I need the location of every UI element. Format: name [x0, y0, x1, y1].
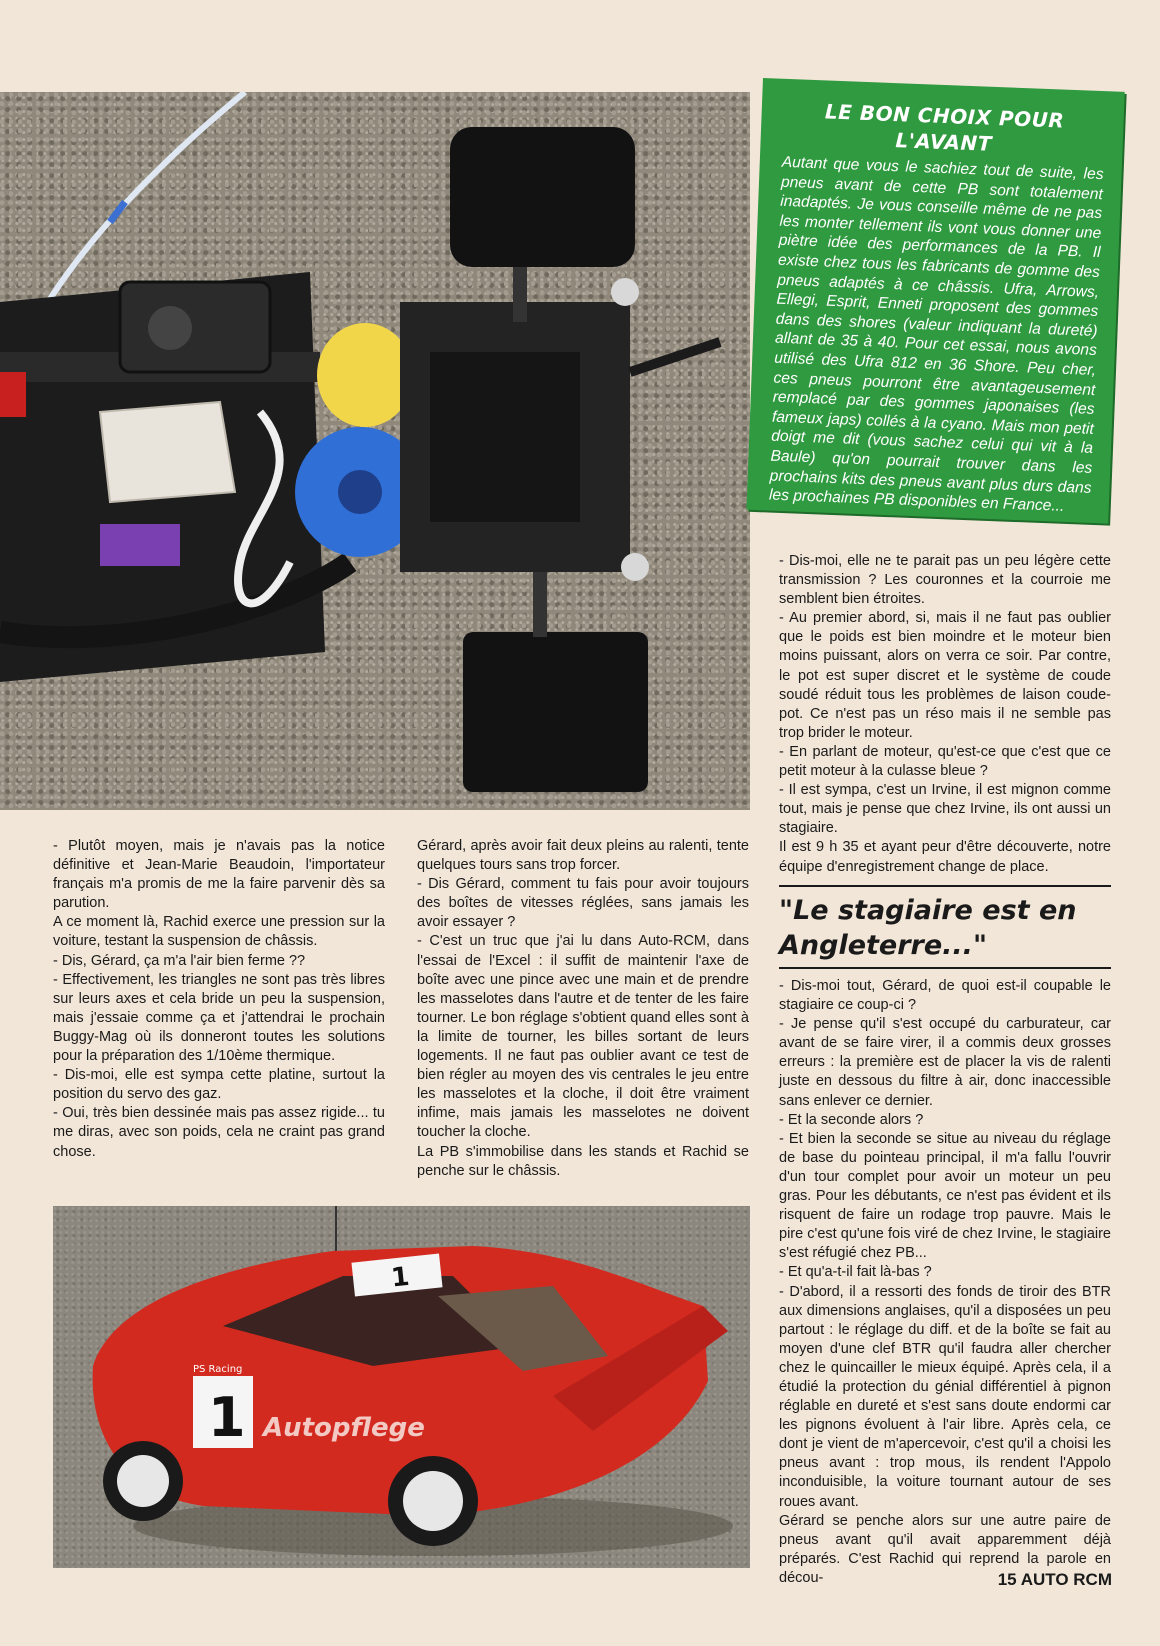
paragraph: - Dis, Gérard, ça m'a l'air bien ferme ?? [53, 952, 306, 969]
roof-number: 1 [389, 1261, 411, 1294]
paragraph: - Effectivement, les triangles ne sont pas très libres sur leurs axes et cela bride un peu la suspension, mais j'essaie comme ça et j'attendrai le prochain Buggy-Mag où ils donneront toutes les solutions pour la préparation des 1/10ème thermique. [53, 971, 385, 1065]
paragraph: - Plutôt moyen, mais je n'avais pas la notice définitive et Jean-Marie Beaudoin, l'importateur français m'a promis de me la faire parvenir dès sa parution. [53, 838, 385, 912]
article-column-2 [417, 837, 749, 1181]
tip-box [746, 78, 1124, 524]
shock-mount-top [611, 278, 639, 306]
page-footer: 15 AUTO RCM [997, 1570, 1112, 1589]
paragraph: - C'est un truc que j'ai lu dans Auto-RCM, dans l'essai de l'Excel : il suffit de maintenir l'axe de boîte avec une pince avec une main et de prendre les masselotes dans l'autre et de tenter de les faire tourner. Le bon réglage s'obtient quand elles sont à la limite de tourner, les billes sortant de leurs logements. Il ne faut pas oublier avant ce test de bien régler au moyen des vis centrales le jeu entre les masselotes et la cloche, il doit être vraiment infime, mais jamais les masselotes ne doivent toucher la cloche. [417, 933, 749, 1141]
tip-box-body: Autant que vous le sachiez tout de suite, les pneus avant de cette PB sont totalement inadaptés. Je vous conseille même de ne pas les monter tellement ils vont vous donner une piètre idée des performances de la PB. Il existe chez tous les fabricants de gomme des pneus adaptés à ce châssis. Ufra, Arrows, Ellegi, Esprit, Enneti proposent des gommes dans des shores (valeur indiquant la dureté) allant de 35 à 40. Pour cet essai, nous avons utilisé des Ufra 812 en 36 Shore. Peu cher, ces pneus pourront être avantageusement remplacé par des gommes japonaises (les fameux japs) collés à la cyano. Mais mon petit doigt me dit (vous sachez celui qui vit à la Baule) qu'on pourrait trouver dans les prochains kits des pneus avant plus durs dans les prochaines PB disponibles en France... [768, 153, 1104, 515]
chassis-tag [100, 524, 180, 566]
paragraph: - Et qu'a-t-il fait là-bas ? [779, 1264, 932, 1281]
paragraph: Gérard se penche alors sur une autre paire de pneus avant qu'il avait apparemment déjà préparés. C'est Rachid qui reprend la parole en décou- [779, 1512, 1111, 1586]
paragraph: - Dis Gérard, comment tu fais pour avoir toujours des boîtes de vitesses réglées, sans jamais les avoir essayer ? [417, 876, 749, 931]
front-wheel-rim [403, 1471, 463, 1531]
chassis-illustration [0, 92, 750, 810]
paragraph: A ce moment là, Rachid exerce une pression sur la voiture, testant la suspension de châssis. [53, 914, 385, 950]
fuel-tank [100, 402, 235, 502]
air-filter [317, 323, 413, 427]
section-headline: "Le stagiaire est en Angleterre..." [779, 885, 1111, 969]
gearbox [430, 352, 580, 522]
paragraph: - Dis-moi, elle est sympa cette platine, surtout la position du servo des gaz. [53, 1067, 385, 1103]
paragraph: - D'abord, il a ressorti des fonds de tiroir des BTR aux dimensions anglaises, qu'il a disposées un peu partout : le réglage du diff. et de la boîte se fait au moyen d'une clef BTR qu'il faudra aller chercher chez le quincailler le mieux équipé. Après cela, il a étudié la protection du génial différentiel à pignon réglable en dureté et s'est sans doute endormi car les pignons évoluent à l'air libre. Après cela, ce dont je vient de m'apercevoir, c'est qu'il a choisi les pneus avant : trop mous, ils rendent l'Appolo inconduisible, la voiture tournant autour de ses roues avant. [779, 1283, 1111, 1510]
paragraph: Il est 9 h 35 et ayant peur d'être découverte, notre équipe d'enregistrement change de place. [779, 839, 1111, 875]
rear-wheel-rim [117, 1455, 169, 1507]
chassis-photo [0, 92, 750, 810]
paragraph: - Et bien la seconde se situe au niveau du réglage de base du pointeau principal, il m'a fallu l'ouvrir d'un tour complet pour avoir un moteur un peu gras. Pour les débutants, ce n'est pas évident et ils risquent de faire un rodage trop pauvre. Mais le pire c'est qu'une fois viré de chez Irvine, le stagiaire s'est réfugié chez PB... [779, 1130, 1111, 1262]
paragraph: La PB s'immobilise dans les stands et Rachid se penche sur le châssis. [417, 1143, 749, 1179]
paragraph: - Il est sympa, c'est un Irvine, il est mignon comme tout, mais je pense que chez Irvine, ils ont aussi un stagiaire. [779, 782, 1111, 837]
tip-box-title: LE BON CHOIX POUR L'AVANT [824, 99, 1065, 156]
article-column-3-bottom [779, 977, 1111, 1588]
servo-icon [148, 306, 192, 350]
engine-plug [338, 470, 382, 514]
paragraph: - Je pense qu'il s'est occupé du carburateur, car avant de se faire virer, il a commis deux grosses erreurs : la première est de placer la vis de ralenti juste en dessous du filtre à air, donc inaccessible sans enlever ce dernier. [779, 1016, 1111, 1109]
door-number: 1 [208, 1386, 246, 1449]
shock-mount-bottom [621, 553, 649, 581]
paragraph: - Dis-moi, elle ne te parait pas un peu légère cette transmission ? Les couronnes et la courroie me semblent bien étroites. [779, 553, 1111, 608]
sponsor-label: PS Racing [193, 1364, 243, 1375]
article-column-3-top [779, 552, 1111, 877]
radio-box [120, 282, 270, 372]
front-arm [630, 342, 720, 372]
article-column-1 [53, 837, 385, 1162]
paragraph: - Et la seconde alors ? [779, 1111, 924, 1128]
paragraph: - Au premier abord, si, mais il ne faut pas oublier que le poids est bien moindre et le moteur bien moins puissant, alors on verra ce soir. Par contre, le pot est super discret et le système de coude soudé réduit tous les problèmes de laison coude-pot. Ce n'est pas un réso mais il ne semble pas trop brider le moteur. [779, 610, 1111, 741]
side-sponsor: Autopflege [263, 1413, 425, 1443]
switch-red [0, 372, 26, 417]
front-wheel-bottom [463, 632, 648, 792]
paragraph: - En parlant de moteur, qu'est-ce que c'est que ce petit moteur à la culasse bleue ? [779, 743, 1111, 780]
car-photo [53, 1206, 750, 1568]
paragraph: - Oui, très bien dessinée mais pas assez rigide... tu me diras, avec son poids, cela ne craint pas grand chose. [53, 1105, 385, 1160]
antenna-clip [110, 202, 125, 222]
front-wheel-top [450, 127, 635, 267]
paragraph: Gérard, après avoir fait deux pleins au ralenti, tente quelques tours sans trop forcer. [417, 838, 749, 874]
paragraph: - Dis-moi tout, Gérard, de quoi est-il coupable le stagiaire ce coup-ci ? [779, 978, 1111, 1014]
car-illustration [53, 1206, 750, 1568]
